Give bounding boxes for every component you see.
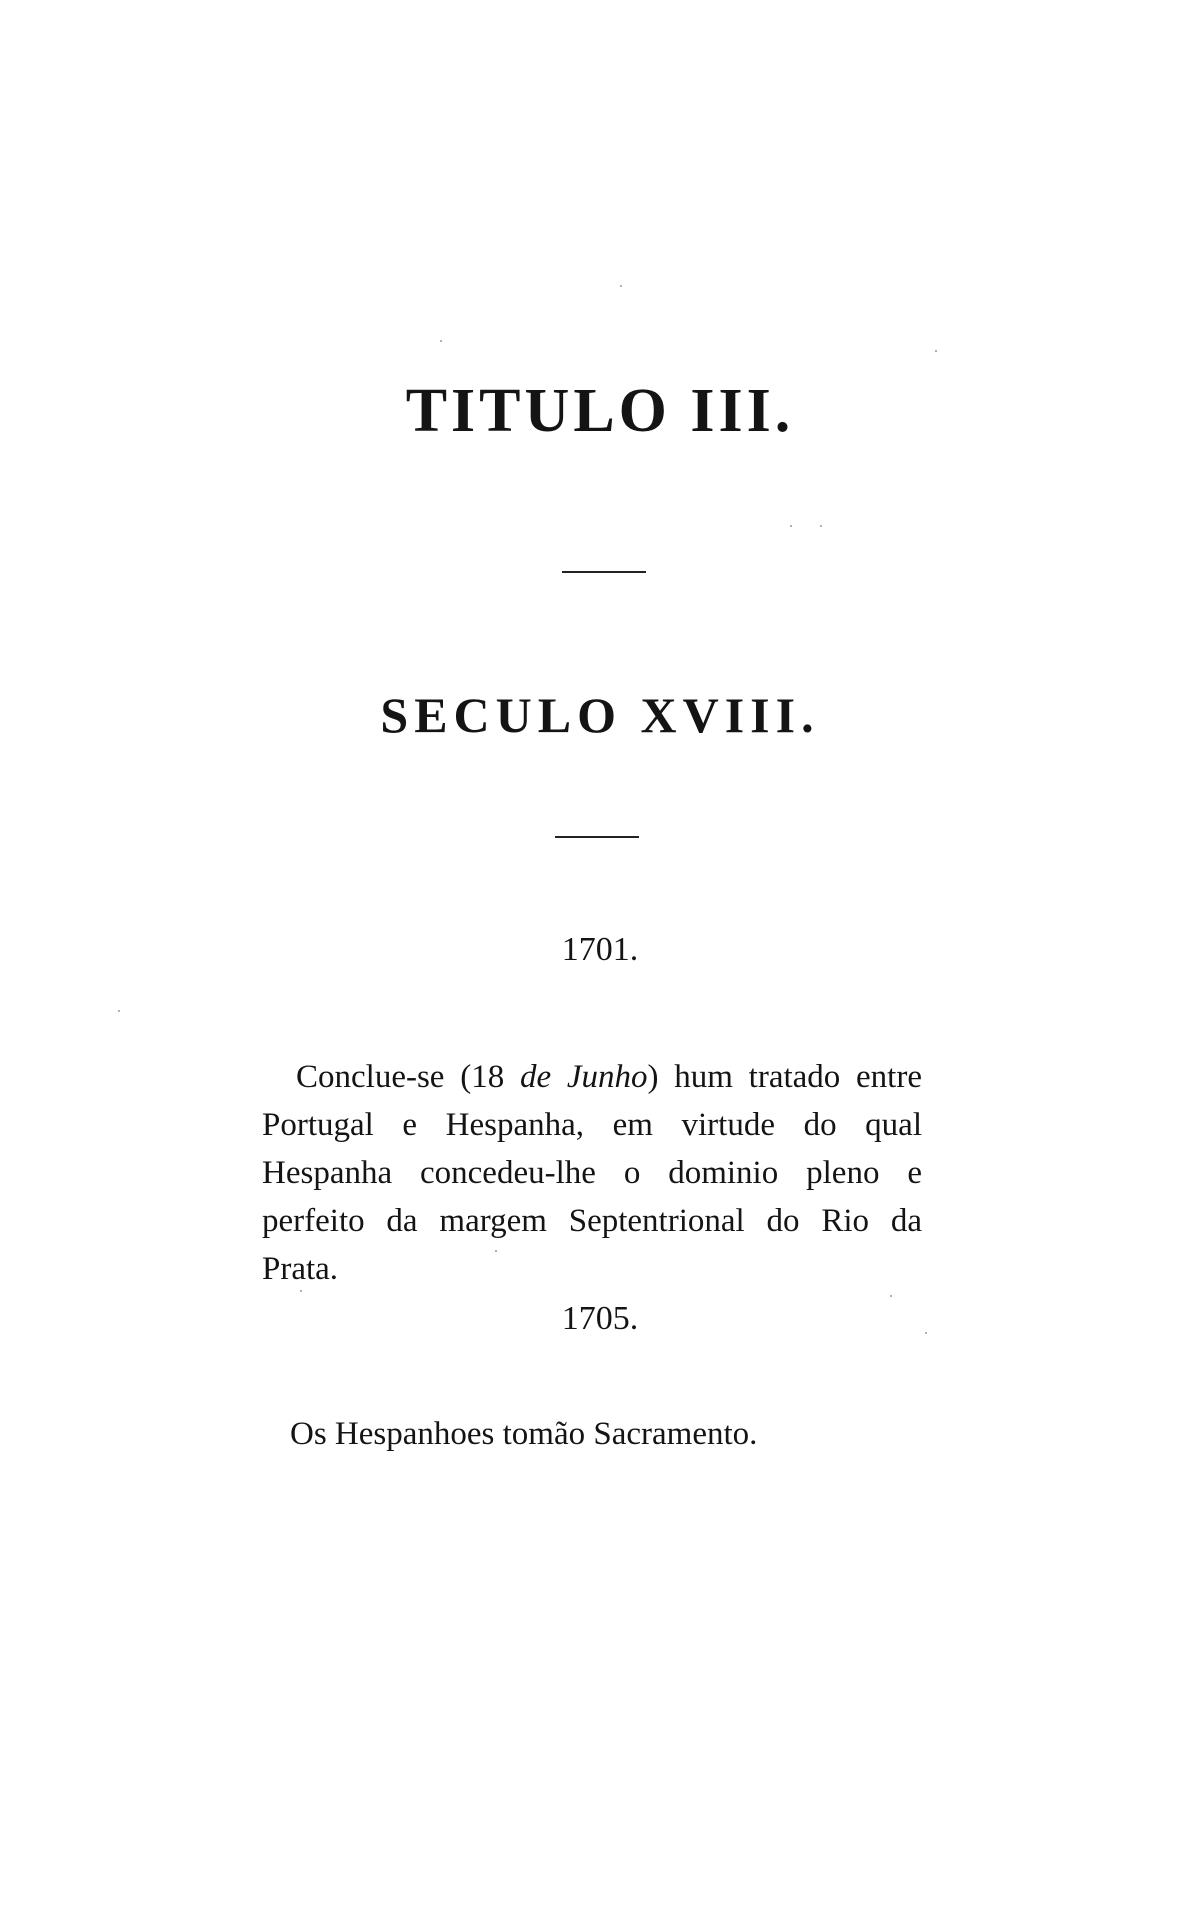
entry-text <box>262 1053 922 1293</box>
paper-speck <box>925 1332 927 1334</box>
entry-text: Os Hespanhoes tomão Sacramento. <box>290 1416 758 1452</box>
entry-text-part: Conclue-se (18 <box>296 1059 520 1095</box>
page-title: TITULO III. <box>405 377 795 445</box>
paper-speck <box>440 340 442 342</box>
divider-rule <box>562 571 646 573</box>
paper-speck <box>890 1295 892 1297</box>
paper-speck <box>790 525 792 527</box>
paper-speck <box>118 1010 120 1012</box>
paper-speck <box>495 1250 497 1252</box>
entry-text-part: ) hum tratado entre Portugal e Hespanha, em virtude do qual Hespanha concedeu-lhe o dominio pleno e perfeito da margem Septentrional do Rio da Prata. <box>262 1059 922 1287</box>
century-heading: SECULO XVIII. <box>380 687 820 743</box>
entry-year: 1701. <box>561 931 639 968</box>
divider-rule <box>555 836 639 838</box>
paper-speck <box>820 525 822 527</box>
entry-year: 1705. <box>561 1300 639 1337</box>
paper-speck <box>300 1290 302 1292</box>
paper-speck <box>935 350 937 352</box>
paper-speck <box>620 285 622 287</box>
entry-text-italic: de Junho <box>519 1059 648 1095</box>
